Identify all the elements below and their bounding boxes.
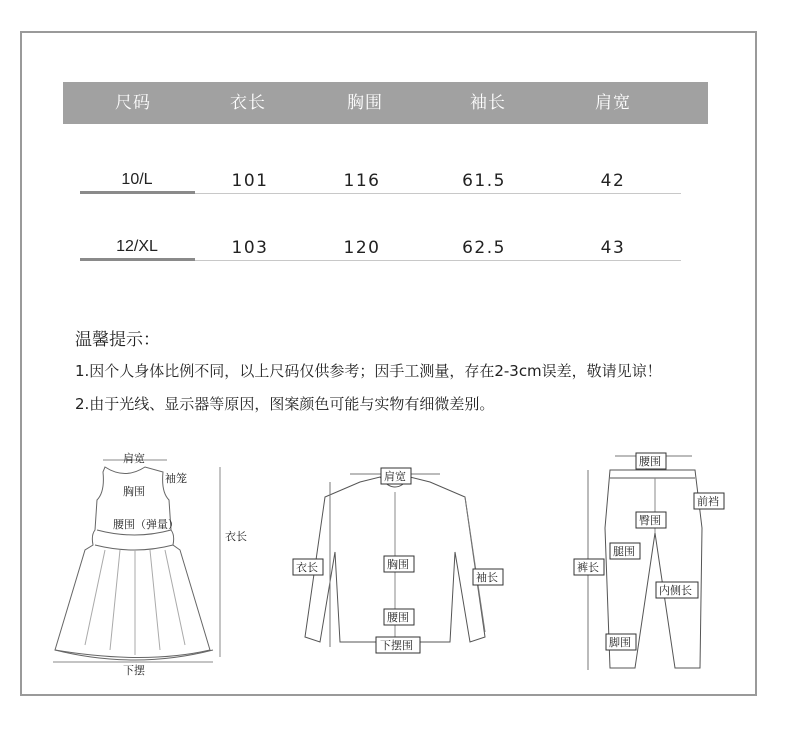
shirt-label-sleeve: 袖长 xyxy=(476,571,498,584)
header-size: 尺码 xyxy=(115,93,151,113)
pants-label-length: 裤长 xyxy=(577,561,599,574)
shirt-label-length: 衣长 xyxy=(296,561,318,574)
tip-line-2: 2.由于光线、显示器等原因，图案颜色可能与实物有细微差别。 xyxy=(75,395,495,413)
cell-length: 103 xyxy=(231,238,269,258)
pants-label-leg: 脚围 xyxy=(609,636,631,649)
dress-label-hem: 下摆 xyxy=(123,664,145,677)
shirt-label-shoulder: 肩宽 xyxy=(384,470,406,483)
shirt-diagram xyxy=(290,462,515,662)
cell-bust: 116 xyxy=(343,171,381,191)
tip-line-1: 1.因个人身体比例不同，以上尺码仅供参考；因手工测量，存在2-3cm误差，敬请见谅！ xyxy=(75,362,662,380)
shirt-label-bust: 胸围 xyxy=(387,558,409,571)
header-bust: 胸围 xyxy=(347,93,383,113)
cell-bust: 120 xyxy=(343,238,381,258)
tips-title: 温馨提示： xyxy=(75,330,160,350)
header-shoulder: 肩宽 xyxy=(595,93,631,113)
dress-label-bust: 胸围 xyxy=(123,485,145,498)
pants-label-thigh: 腿围 xyxy=(613,545,635,558)
row-divider xyxy=(195,193,681,194)
pants-label-hip: 臀围 xyxy=(639,514,661,527)
cell-sleeve: 62.5 xyxy=(462,238,506,258)
shirt-label-hem: 下摆围 xyxy=(380,639,413,652)
dress-diagram xyxy=(45,450,247,680)
cell-length: 101 xyxy=(231,171,269,191)
row-underline xyxy=(80,191,195,194)
header-sleeve: 袖长 xyxy=(470,93,506,113)
dress-label-waist: 腰围（弹量） xyxy=(113,518,179,531)
cell-size: 12/XL xyxy=(116,238,158,255)
pants-label-inseam: 内侧长 xyxy=(659,584,692,597)
dress-label-length: 衣长 xyxy=(225,530,247,543)
header-length: 衣长 xyxy=(230,93,266,113)
pants-diagram xyxy=(570,448,730,678)
pants-label-waist: 腰围 xyxy=(639,455,661,468)
cell-shoulder: 43 xyxy=(600,238,626,258)
row-underline xyxy=(80,258,195,261)
size-table-header xyxy=(63,82,708,124)
pants-label-rise: 前裆 xyxy=(697,495,719,508)
shirt-label-waist: 腰围 xyxy=(387,611,409,624)
cell-size: 10/L xyxy=(121,171,153,188)
cell-shoulder: 42 xyxy=(600,171,626,191)
dress-label-armhole: 袖笼 xyxy=(165,472,187,485)
cell-sleeve: 61.5 xyxy=(462,171,506,191)
dress-label-shoulder: 肩宽 xyxy=(123,452,145,465)
row-divider xyxy=(195,260,681,261)
